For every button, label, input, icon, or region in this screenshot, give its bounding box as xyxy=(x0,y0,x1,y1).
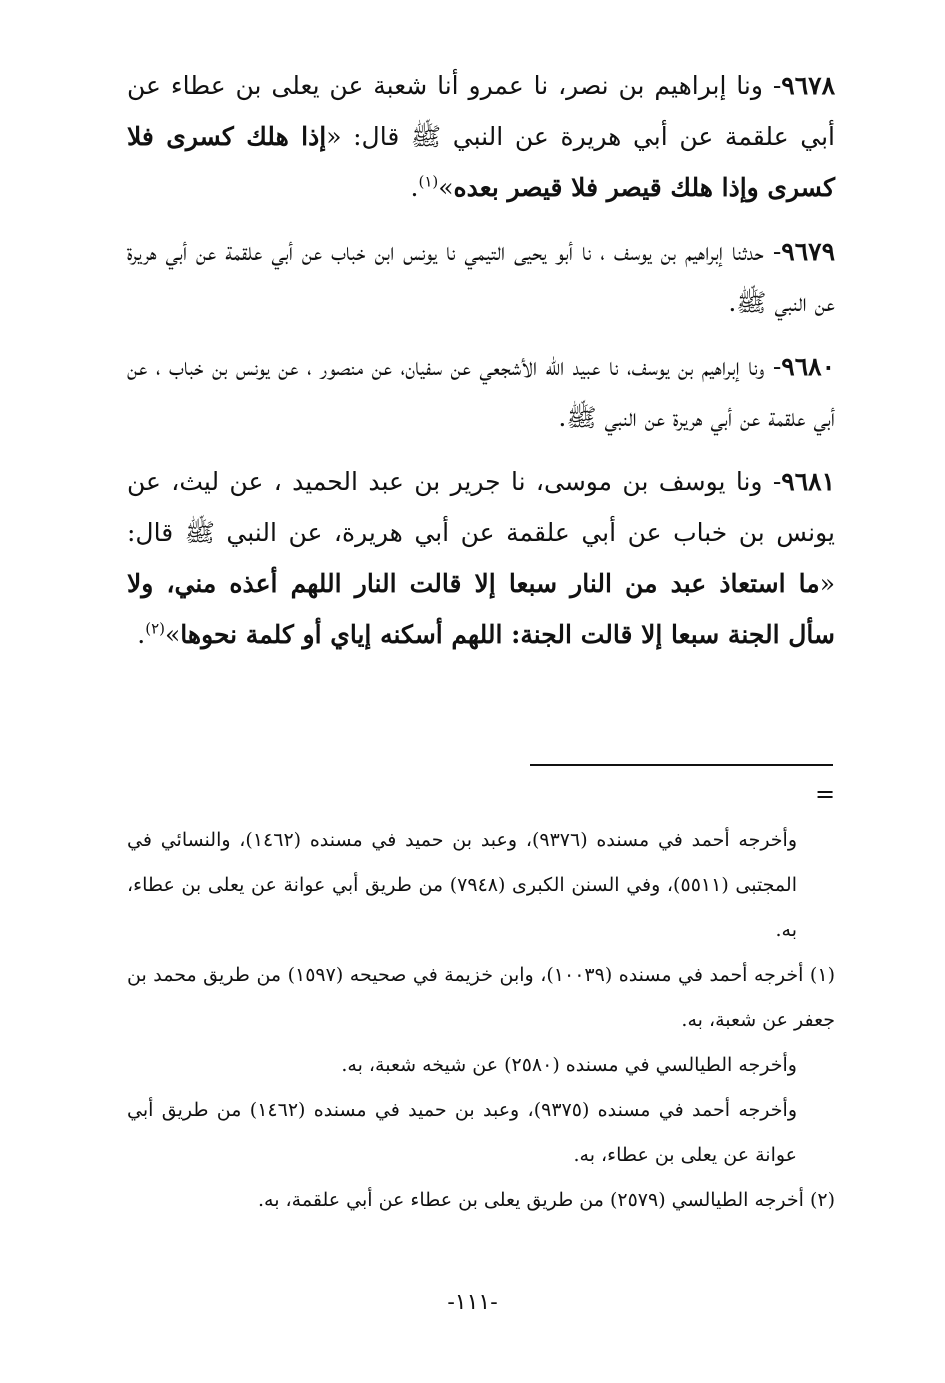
footnote-item: (١) أخرجه أحمد في مسنده (١٠٠٣٩)، وابن خزيمة في صحيحه (١٥٩٧) من طريق محمد بن جعفر عن شعبة، به. xyxy=(127,964,835,1031)
footnote-item: (٢) أخرجه الطيالسي (٢٥٧٩) من طريق يعلى بن عطاء عن أبي علقمة، به. xyxy=(258,1189,835,1211)
hadith-text: - ونا إبراهيم بن يوسف، نا عبيد الله الأشجعي عن سفيان، عن منصور ، عن يونس بن خباب ، عن أبي علقمة عن أبي هريرة عن النبي ﷺ. xyxy=(127,352,835,432)
hadith-9678: ٩٦٧٨- ونا إبراهيم بن نصر، نا عمرو أنا شعبة عن يعلى بن عطاء عن أبي علقمة عن أبي هريرة عن النبي ﷺ قال: «إذا هلك كسرى فلا كسرى وإذا هلك قيصر فلا قيصر بعده»$^{(١)}$. xyxy=(127,71,835,202)
hadith-9681: ٩٦٨١- ونا يوسف بن موسى، نا جرير بن عبد الحميد ، عن ليث، عن يونس بن خباب عن أبي علقمة عن أبي هريرة، عن النبي ﷺ قال: «ما استعاذ عبد من النار سبعا إلا قالت النار اللهم أعذه مني، ولا سأل الجنة سبعا إلا قالت الجنة: اللهم أسكنه إياي أو كلمة نحوها»$^{(٢)}$. xyxy=(127,467,835,649)
hadith-number: ٩٦٧٨ xyxy=(781,71,835,100)
hadith-number: ٩٦٧٩ xyxy=(781,237,835,266)
hadith-matn: إذا هلك كسرى فلا كسرى وإذا هلك قيصر فلا قيصر بعده xyxy=(127,122,835,202)
footnote-item: وأخرجه الطيالسي في مسنده (٢٥٨٠) عن شيخه شعبة، به. xyxy=(341,1054,797,1076)
continuation-mark: = xyxy=(815,780,836,808)
main-text xyxy=(127,60,835,673)
hadith-text: - ونا يوسف بن موسى، نا جرير بن عبد الحميد ، عن ليث، عن يونس بن خباب عن أبي علقمة عن أبي هريرة، عن النبي ﷺ قال: « xyxy=(127,467,835,598)
hadith-9679 xyxy=(127,226,835,328)
hadith-text: - حدثنا إبراهيم بن يوسف ، نا أبو يحيى التيمي نا يونس ابن خباب عن أبي علقمة عن أبي هريرة عن النبي ﷺ. xyxy=(127,237,835,317)
hadith-matn: ما استعاذ عبد من النار سبعا إلا قالت النار اللهم أعذه مني، ولا سأل الجنة سبعا إلا قالت الجنة: اللهم أسكنه إياي أو كلمة نحوها xyxy=(127,569,835,649)
hadith-number: ٩٦٨٠ xyxy=(781,352,835,381)
page-number: -١١١- xyxy=(447,1290,498,1315)
footnote-divider xyxy=(530,764,833,766)
footnote-ref[interactable]: (١) xyxy=(418,172,439,191)
hadith-9680 xyxy=(127,341,835,443)
footnote-item: وأخرجه أحمد في مسنده (٩٣٧٥)، وعبد بن حميد في مسنده (١٤٦٢) من طريق أبي عوانة عن يعلى بن عطاء، به. xyxy=(127,1099,797,1166)
footnote-ref[interactable]: (٢) xyxy=(145,619,165,638)
hadith-number: ٩٦٨١ xyxy=(781,467,835,496)
footnote-item: وأخرجه أحمد في مسنده (٩٣٧٦)، وعبد بن حميد في مسنده (١٤٦٢)، والنسائي في المجتبى (٥٥١١)، وفي السنن الكبرى (٧٩٤٨) من طريق أبي عوانة عن يعلى بن عطاء، به. xyxy=(127,829,797,941)
footnotes xyxy=(127,818,835,1223)
hadith-text: - ونا إبراهيم بن نصر، نا عمرو أنا شعبة عن يعلى بن عطاء عن أبي علقمة عن أبي هريرة عن النبي ﷺ قال: « xyxy=(127,71,835,151)
